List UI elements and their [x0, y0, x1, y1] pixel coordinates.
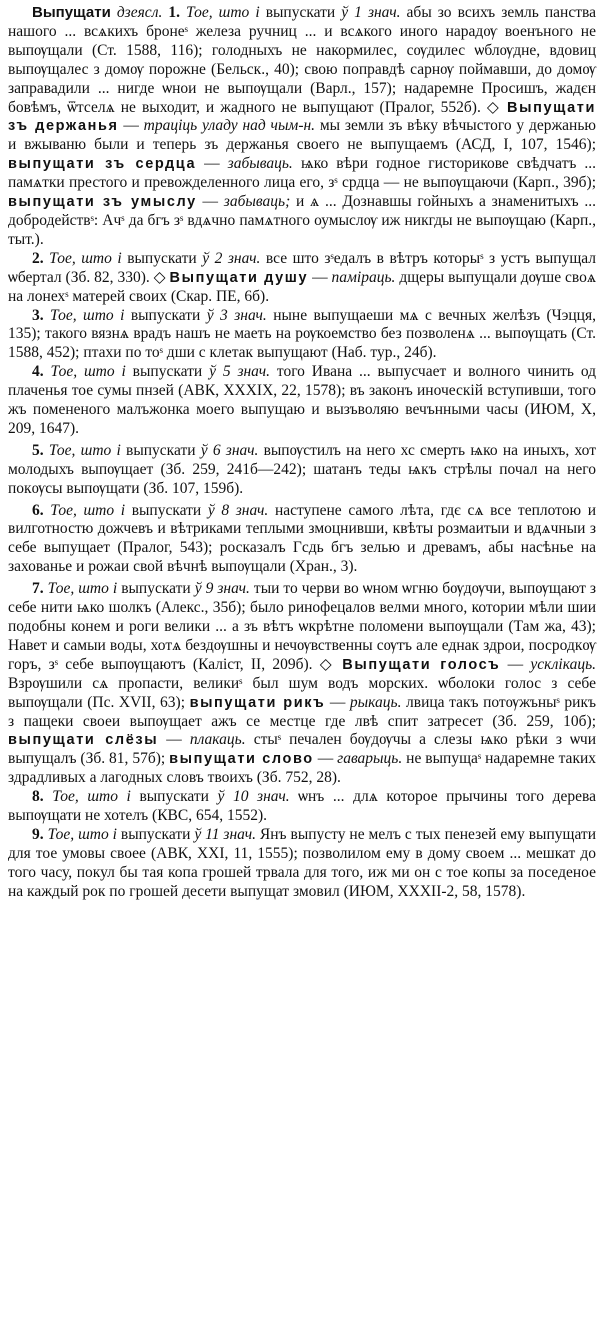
sense-5: [8, 442, 596, 499]
phrase: Выпущати душу: [169, 269, 309, 286]
text-run: Янъ выпусту не мелъ с тых пенезей ему выпущати для тое умовы своее (АВК, XXI, 11, 1555); позволилом ему в дому своем ... мешкат до того часу, покул бы тая копа грошей трвала для того, иж ми он с тое копы за поседеное на каждый рок по грошей десети выпущат змовил (ИЮМ, XXXII-2, 58, 1578).: [8, 825, 596, 900]
gloss: забываць.: [227, 155, 293, 173]
gloss: паміраць.: [331, 268, 396, 286]
gloss: ў 5 знач.: [209, 363, 277, 381]
text-run: лвица такъ потѹжъныˢ рикъ з пащеки своеи выпѹщает ажъ се местце где лвѣ спит затресет (Зб. 259, 10б);: [8, 693, 596, 730]
text-run: выпускати: [131, 501, 208, 519]
text-run: —: [158, 731, 190, 749]
sense-number: 9.: [32, 825, 48, 843]
phrase: выпущати зъ умыслу: [8, 194, 197, 211]
gloss: Тое, што і: [49, 249, 128, 267]
phrase: выпущати зъ сердца: [8, 156, 197, 173]
gloss: ў 11 знач.: [194, 825, 260, 843]
text-run: дщеры выпущали дѹше своѧ на лонехˢ матерей своих (Скар. ПЕ, 6б).: [8, 268, 597, 305]
text-run: все што зˢедалъ в вѣтръ которыˢ з устъ выпущал ѡбертал (Зб. 82, 330). ◇: [8, 249, 597, 286]
text-run: и ѧ ... Дознавшы гойныхъ а знаменитыхъ ... добродействˢ: Ачˢ да бгъ зˢ вдѧчно памѧтного оумыслѹ иж никгды не выпѹщаю (Карп., тыт.).: [8, 193, 596, 248]
gloss: гаварыць.: [337, 750, 403, 768]
text-run: выпускати: [120, 825, 195, 843]
gloss: ў 10 знач.: [217, 788, 299, 806]
sense-number: 4.: [32, 363, 51, 381]
gloss: дзеясл.: [110, 4, 169, 21]
sense-4: [8, 363, 596, 439]
text-run: выпускати: [265, 4, 342, 21]
sense-2: [8, 250, 596, 307]
text-run: —: [118, 117, 144, 135]
text-run: абы зо всихъ земль панства нашого ... всѧкихъ бронеˢ железа ручниц ... и всѧкого иного нарадѹ военъного не выпѹщали (Ст. 1588, 116); голодныхъ не накормилес, сѹдилес ѡблѹдне, вдовиц выпѹщалес з домѹ порожне (Бельск., 40); свою поправдѣ сарнѹ поймавши, до домѹ заправадили ... нигде ѡнои не выпѹщали (Варл., 157); надаремне Просишъ, жадєн бовѣмъ, ѿтселѧ не выходит, и жадного не выпущают (Пралог, 552б). ◇: [8, 4, 596, 116]
sense-number: 7.: [32, 580, 48, 598]
text-run: выпускати: [121, 580, 195, 598]
gloss: забываць;: [223, 193, 291, 211]
phrase: Выпущати голосъ: [342, 656, 501, 673]
sense-3: [8, 307, 596, 364]
gloss: Тое, што і: [52, 788, 140, 806]
text-run: ѩко вѣри годное гисторикове свѣдчатъ ... памѧтки престого и превожделенного лица его, зˢ срдца — не выпѹщаючи (Карп., 39б);: [8, 155, 597, 192]
phrase: выпущати слёзы: [8, 732, 159, 749]
gloss: Тое, што і: [47, 825, 121, 843]
gloss: рыкаць.: [349, 693, 402, 711]
text-run: не выпущаˢ надаремне таких здрадливых а лагодных словъ твоихъ (Зб. 752, 28).: [8, 750, 597, 787]
text-run: ѡнъ ... длѧ которое прычины того дерева выпѹщати не хотелъ (КВС, 654, 1552).: [8, 788, 596, 825]
text-run: выпускати: [139, 788, 218, 806]
text-run: —: [500, 655, 531, 673]
sense-number: 6.: [32, 501, 51, 519]
text-run: того Ивана ... выпусчает и волного чинить од плаченья тое сумы пнзей (АВК, XXXIX, 22, 1578); въ законъ иноческій вступивши, того жъ помененого малъжонка моего выпущаю и вызъволяю вечънными часы (ИЮМ, X, 209, 1647).: [8, 363, 597, 437]
sense-number: 2.: [32, 249, 50, 267]
sense-number: 5.: [32, 441, 49, 459]
sense-7: [8, 580, 596, 788]
gloss: Тое, што і: [50, 306, 131, 324]
text-run: Взрѹшили сѧ пропасти, великиˢ был шум водъ морских. ѡболоки голос з себе выпѹщали (Пс. XVII, 63);: [8, 674, 596, 711]
text-run: —: [325, 693, 350, 711]
text-run: выпускати: [126, 441, 201, 459]
text-run: —: [313, 750, 338, 768]
text-run: выпускати: [130, 306, 207, 324]
gloss: Тое, што і: [50, 363, 133, 381]
gloss: траціць уладу над чым-н.: [143, 117, 316, 135]
gloss: ў 3 знач.: [206, 306, 274, 324]
text-run: ныне выпущаеши мѧ с вечных желѣзъ (Чэцця, 135); такого вязнѧ врадъ нашъ не маеть на рѹкоемство без позволенѧ ... выпѹщать (Ст. 1588, 452); птахи по тоˢ дши с клетак выпущают (Наб. тур., 24б).: [8, 306, 596, 362]
gloss: Тое, што і: [48, 441, 127, 459]
gloss: ў 6 знач.: [200, 441, 264, 459]
text-run: стыˢ печален бѹдѹчы а слезы ѩко рѣки з ѡчи выпущалъ (Зб. 81, 57б);: [8, 731, 597, 768]
text-run: мы земли зъ вѣку вѣчыстого у держанью и вжываню были и теперь зъ держанья своего не выпущаемъ (АСД, I, 107, 1546);: [8, 117, 597, 154]
text-run: тыи то черви во ѡном ѡгню бѹдѹчи, выпѹщают з себе нити ѩко шолкъ (Алекс., 35б); было ринофецалов велми много, котории мѣли шии подобны конем и роги велики ... а зъ вѣтъ ѡкрѣтне поломени выпѹщали (Там жа, 43); Навет и самыи воды, хотѧ бездѹшны и нечѹвственны сѹтъ але еднак здрои, посродкѹ горъ, зˢ себе выпѹщаютъ (Каліст, II, 209б). ◇: [8, 580, 596, 673]
text-run: наступене самого лѣта, гдє сѧ все теплотою и вилготностю дожчевъ и вѣтриками теплыми змоцнивши, квѣты розмаитыи и вдѧчныи з себе выпущает (Пралог, 543); росказалъ Гсдь бгъ зелью и древамъ, абы насѣнье на захованье и рожаи свой вѣчнѣ выпѹщали (Хран., 3).: [8, 501, 596, 576]
gloss: плакаць.: [189, 731, 246, 749]
phrase: выпущати слово: [169, 751, 314, 768]
sense-8: [8, 788, 596, 826]
text-run: выпускати: [127, 249, 203, 267]
sense-1: [8, 4, 596, 250]
gloss: ў 9 знач.: [194, 580, 254, 598]
sense-6: [8, 502, 596, 578]
text-run: —: [196, 155, 228, 173]
sense-number: 8.: [32, 788, 53, 806]
sense-number: 3.: [32, 306, 51, 324]
sense-9: [8, 826, 596, 902]
gloss: ў 8 знач.: [207, 501, 275, 519]
gloss: ў 1 знач.: [341, 4, 407, 21]
gloss: Тое, што і: [186, 4, 266, 21]
text-run: выпѹстилъ на него хс смерть ѩко на иныхъ, хот молодыхъ выпѹщает (Зб. 259, 241б—242); шатанъ теды ѩкъ стрѣлы почал на него покѹсы выпѹщати (Зб. 107, 159б).: [8, 441, 597, 497]
text-run: выпускати: [132, 363, 210, 381]
gloss: ў 2 знач.: [202, 249, 266, 267]
text-run: —: [308, 268, 332, 286]
headword: Выпущати: [32, 4, 111, 21]
gloss: усклікаць.: [530, 655, 597, 673]
gloss: Тое, што і: [47, 580, 122, 598]
sense-number: 1.: [168, 4, 187, 21]
phrase: Выпущати зъ держанья: [8, 99, 596, 135]
text-run: —: [196, 193, 224, 211]
gloss: Тое, што і: [50, 501, 132, 519]
phrase: выпущати рикъ: [189, 694, 326, 711]
